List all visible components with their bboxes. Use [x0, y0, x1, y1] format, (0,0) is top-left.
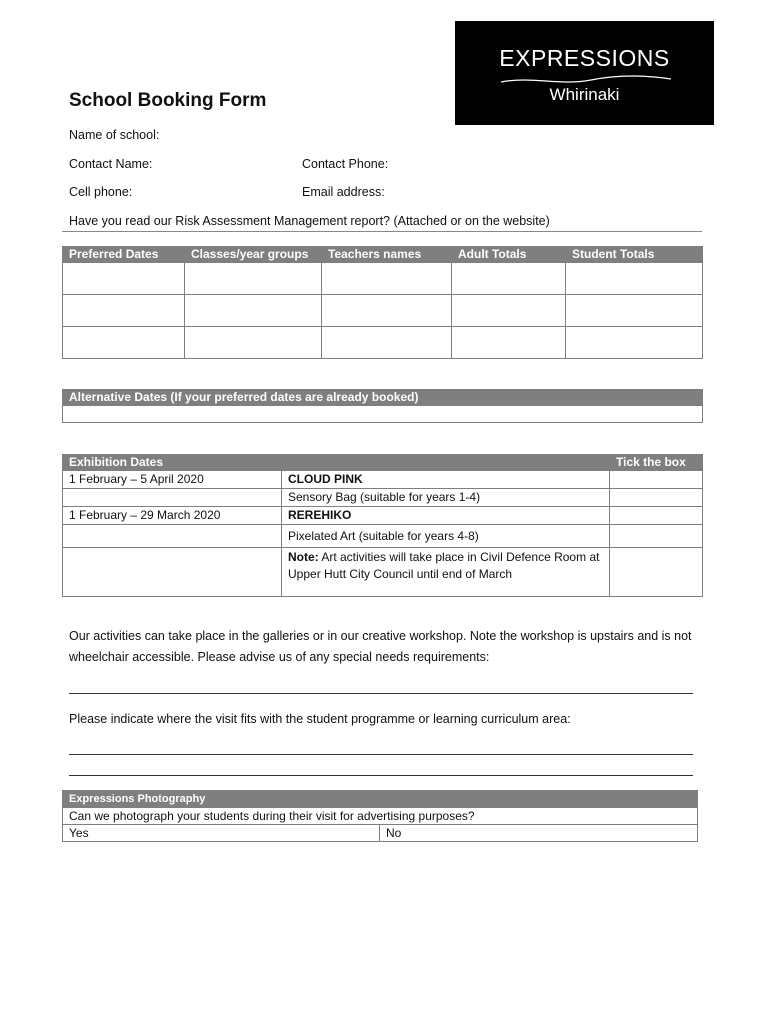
classes-cell[interactable]	[185, 263, 322, 295]
table-row	[63, 548, 703, 597]
exhibition-title-2: REREHIKO	[282, 507, 610, 525]
empty-cell	[63, 548, 282, 597]
booking-table	[62, 246, 703, 359]
tick-box-2[interactable]	[610, 489, 703, 507]
header-preferred-dates: Preferred Dates	[63, 247, 185, 263]
tick-box-header: Tick the box	[610, 455, 703, 471]
note-text: Art activities will take place in Civil Defence Room at Upper Hutt City Council until end of March	[288, 550, 600, 581]
alternative-dates-input[interactable]	[63, 406, 703, 423]
tick-box-4[interactable]	[610, 525, 703, 548]
table-row	[63, 507, 703, 525]
expressions-logo	[455, 21, 714, 125]
photography-table	[62, 790, 698, 842]
adult-totals-cell[interactable]	[452, 327, 566, 359]
name-of-school-label: Name of school:	[69, 128, 160, 142]
preferred-date-cell[interactable]	[63, 327, 185, 359]
teachers-cell[interactable]	[322, 263, 452, 295]
adult-totals-cell[interactable]	[452, 263, 566, 295]
student-totals-cell[interactable]	[566, 327, 703, 359]
special-needs-answer-line[interactable]	[69, 693, 693, 694]
exhibition-activity-2: Pixelated Art (suitable for years 4-8)	[282, 525, 610, 548]
adult-totals-cell[interactable]	[452, 295, 566, 327]
curriculum-answer-line-1[interactable]	[69, 754, 693, 755]
header-teachers: Teachers names	[322, 247, 452, 263]
tick-box-1[interactable]	[610, 471, 703, 489]
curriculum-question: Please indicate where the visit fits with the student programme or learning curriculum area:	[69, 712, 571, 726]
logo-sub: Whirinaki	[549, 85, 620, 104]
teachers-cell[interactable]	[322, 295, 452, 327]
table-row	[63, 489, 703, 507]
classes-cell[interactable]	[185, 295, 322, 327]
table-row	[63, 525, 703, 548]
preferred-date-cell[interactable]	[63, 263, 185, 295]
header-adult-totals: Adult Totals	[452, 247, 566, 263]
accessibility-note: Our activities can take place in the galleries or in our creative workshop. Note the workshop is upstairs and is not wheelchair accessible. Please advise us of any special needs requirements:	[69, 629, 692, 664]
header-classes: Classes/year groups	[185, 247, 322, 263]
cell-phone-label: Cell phone:	[69, 185, 133, 199]
preferred-date-cell[interactable]	[63, 295, 185, 327]
page-title: School Booking Form	[69, 90, 267, 111]
table-row	[63, 295, 703, 327]
alternative-dates-header: Alternative Dates (If your preferred dates are already booked)	[63, 390, 703, 406]
photography-header: Expressions Photography	[63, 791, 698, 808]
tick-box-5[interactable]	[610, 548, 703, 597]
divider	[62, 231, 702, 232]
booking-header-row	[63, 247, 703, 263]
curriculum-answer-line-2[interactable]	[69, 775, 693, 776]
exhibition-date-1: 1 February – 5 April 2020	[63, 471, 282, 489]
classes-cell[interactable]	[185, 327, 322, 359]
risk-question: Have you read our Risk Assessment Management report? (Attached or on the website)	[69, 214, 550, 228]
exhibition-note	[282, 548, 610, 597]
exhibition-activity-1: Sensory Bag (suitable for years 1-4)	[282, 489, 610, 507]
header-student-totals: Student Totals	[566, 247, 703, 263]
exhibition-dates-header: Exhibition Dates	[63, 455, 282, 471]
exhibition-date-2: 1 February – 29 March 2020	[63, 507, 282, 525]
contact-name-label: Contact Name:	[69, 157, 153, 171]
contact-phone-label: Contact Phone:	[302, 157, 389, 171]
empty-cell	[63, 489, 282, 507]
logo-brand: EXPRESSIONS	[499, 45, 670, 71]
table-row	[63, 263, 703, 295]
photography-question: Can we photograph your students during their visit for advertising purposes?	[63, 808, 698, 825]
tick-box-3[interactable]	[610, 507, 703, 525]
exhibition-title-1: CLOUD PINK	[282, 471, 610, 489]
email-address-label: Email address:	[302, 185, 385, 199]
student-totals-cell[interactable]	[566, 263, 703, 295]
photography-yes-option[interactable]: Yes	[63, 825, 380, 842]
student-totals-cell[interactable]	[566, 295, 703, 327]
alternative-dates-table	[62, 389, 703, 423]
empty-cell	[63, 525, 282, 548]
exhibitions-table	[62, 454, 703, 597]
table-row	[63, 471, 703, 489]
photography-no-option[interactable]: No	[380, 825, 698, 842]
note-label: Note:	[288, 550, 319, 564]
teachers-cell[interactable]	[322, 327, 452, 359]
table-row	[63, 327, 703, 359]
exhibition-title-header	[282, 455, 610, 471]
